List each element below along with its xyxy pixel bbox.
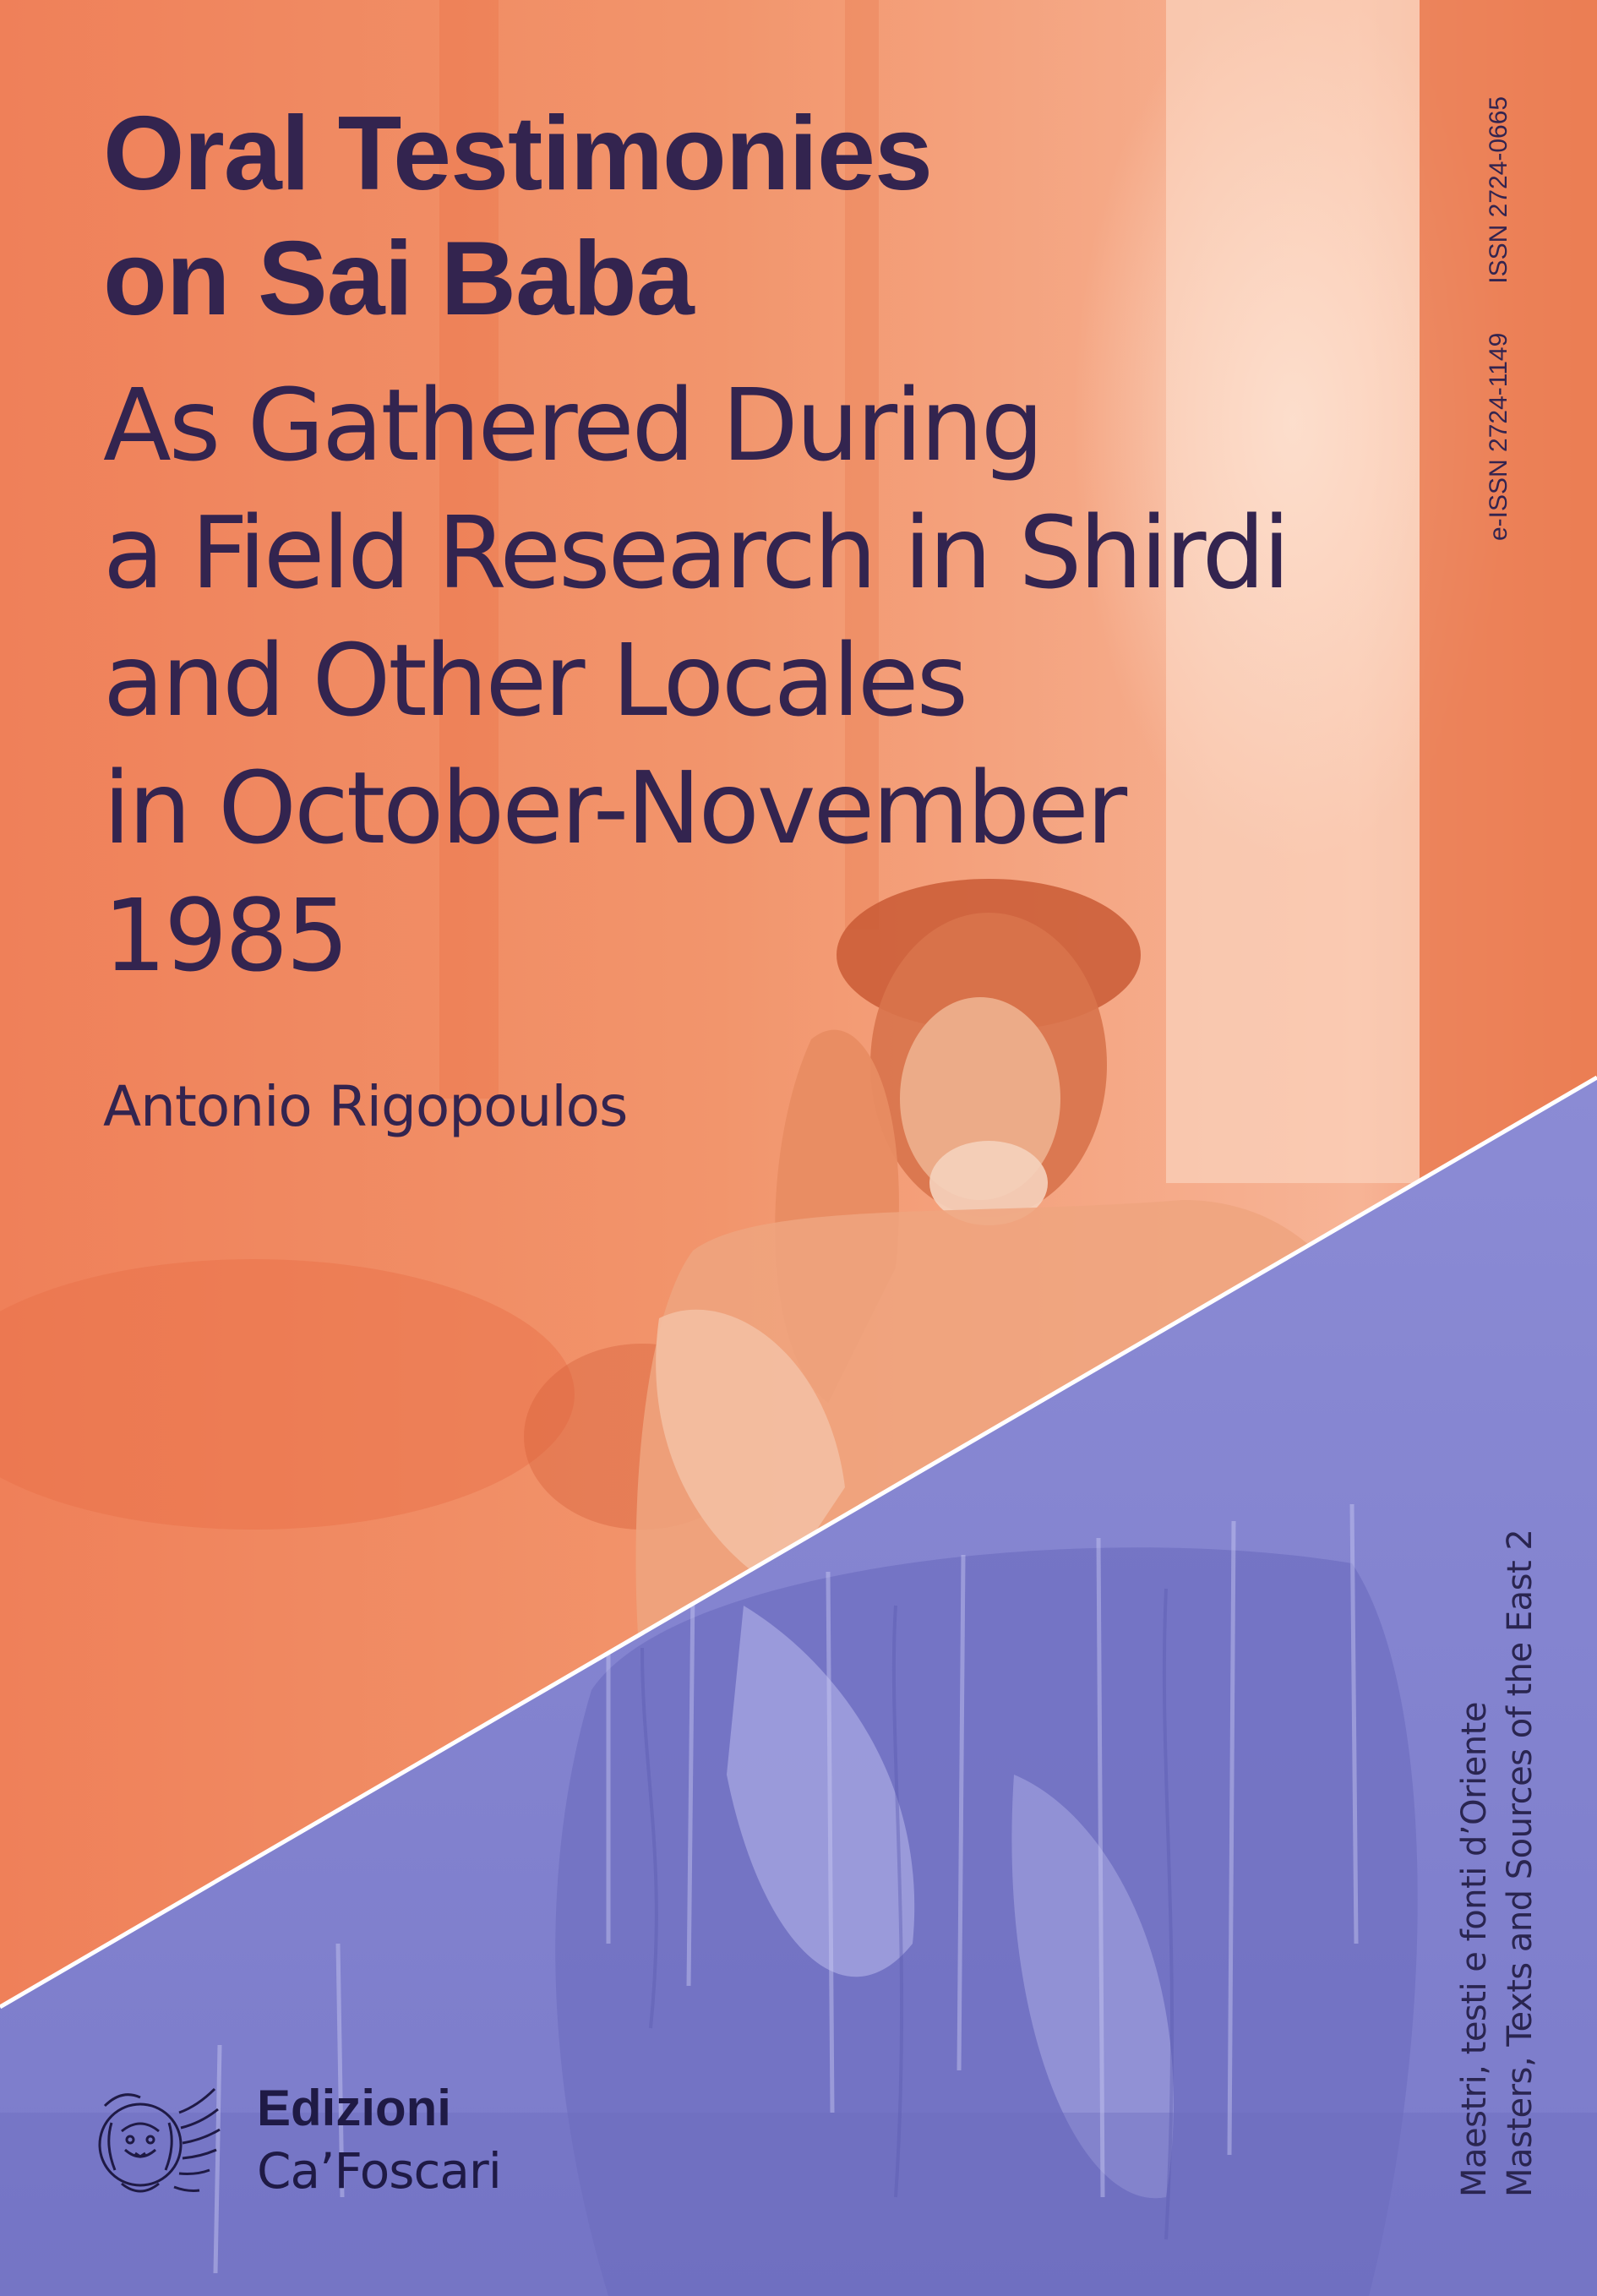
series-english: Masters, Texts and Sources of the East 2 [1501, 1529, 1540, 2197]
series-italian: Maestri, testi e fonti d’Oriente [1455, 1702, 1494, 2197]
publisher-name-line1: Edizioni [257, 2080, 451, 2136]
title-line: Oral Testimonies [103, 95, 932, 212]
author-name: Antonio Rigopoulos [103, 1074, 628, 1139]
issn: ISSN 2724-0665 [1485, 95, 1513, 284]
e-issn: e-ISSN 2724-1149 [1485, 332, 1513, 541]
winged-lion-icon [88, 2072, 223, 2214]
publisher-block [88, 2072, 561, 2216]
subtitle-line: a Field Research in Shirdi [103, 494, 1289, 611]
subtitle-line: 1985 [103, 877, 347, 994]
series-block [1452, 1437, 1553, 2197]
subtitle-line: in October-November [103, 750, 1126, 866]
book-title [103, 91, 1371, 341]
issn-block [1482, 85, 1516, 541]
book-subtitle [103, 362, 1455, 1000]
publisher-name-line2: Ca’Foscari [257, 2142, 501, 2200]
title-line: on Sai Baba [103, 221, 694, 337]
subtitle-line: and Other Locales [103, 622, 966, 739]
subtitle-line: As Gathered During [103, 367, 1042, 483]
